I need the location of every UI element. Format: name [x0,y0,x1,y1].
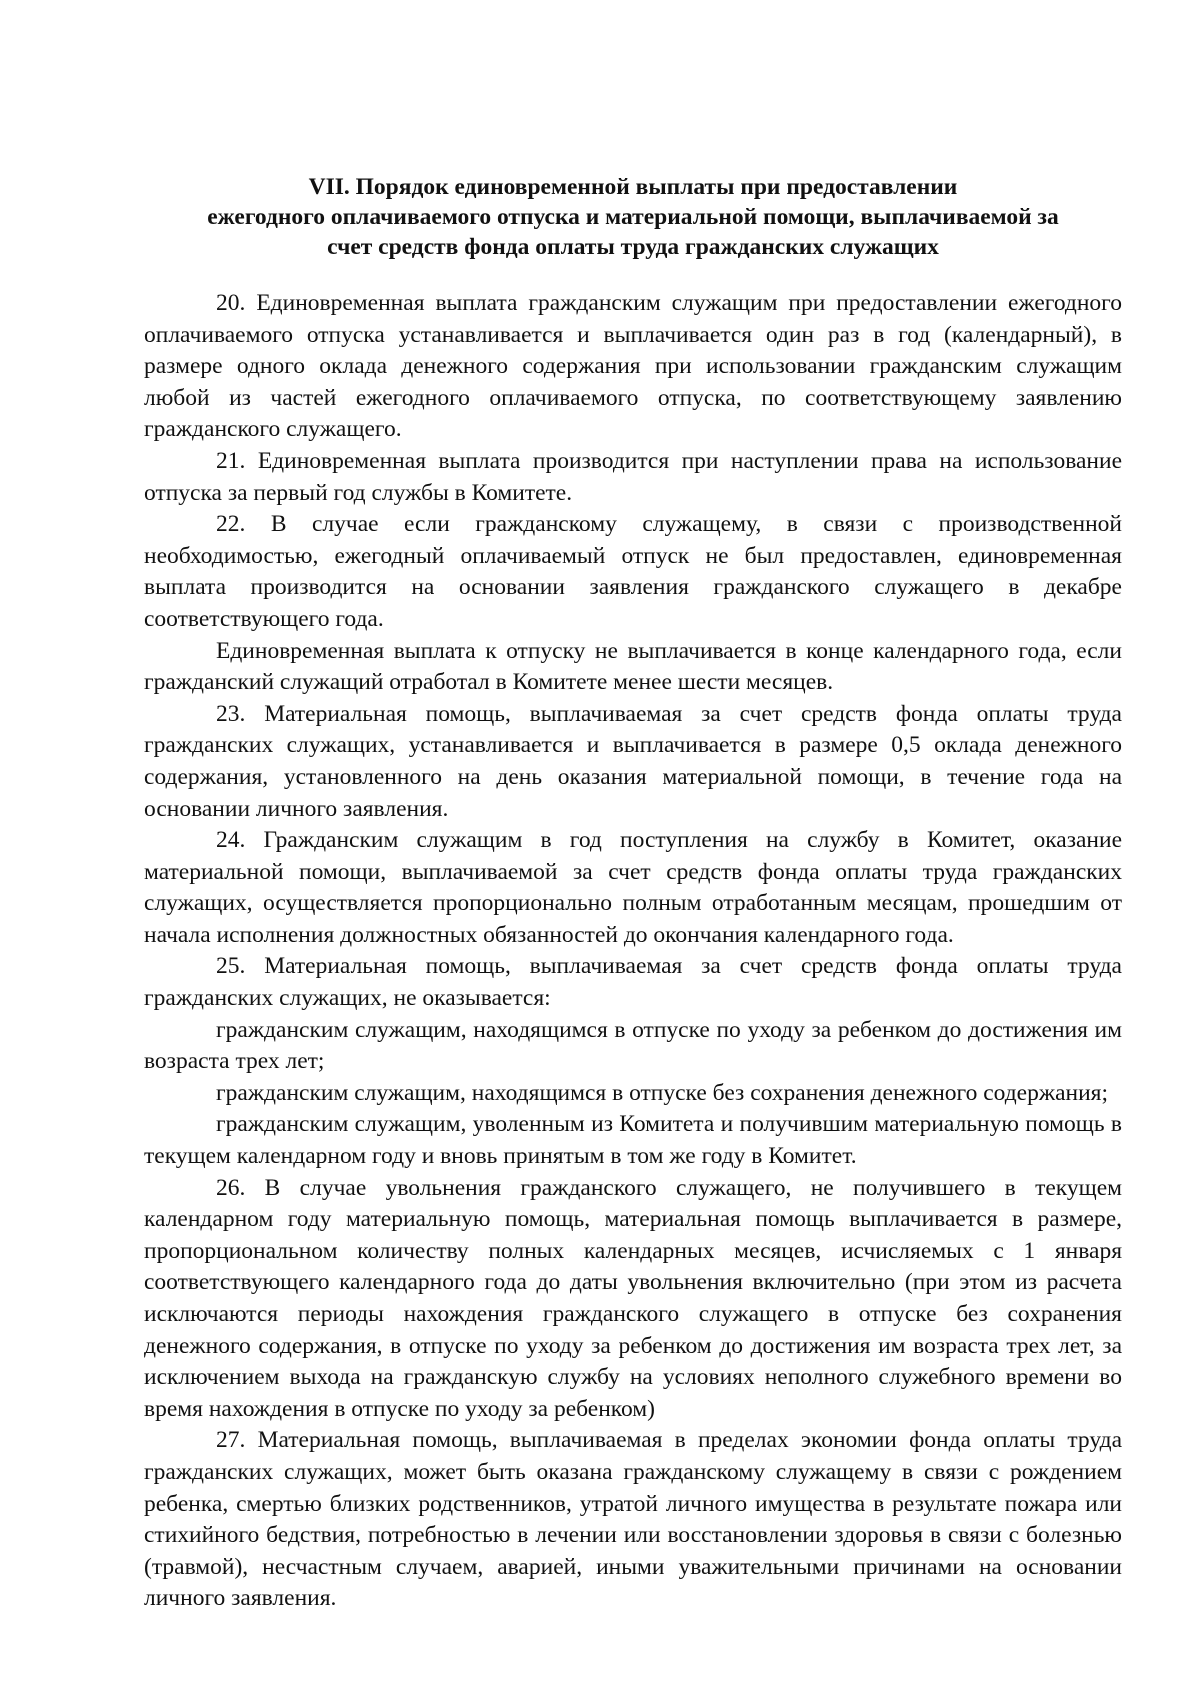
heading-line-1: VII. Порядок единовременной выплаты при предоставлении [308,174,958,200]
paragraph-20: 20. Единовременная выплата гражданским служащим при предоставлении ежегодного оплачиваемого отпуска устанавливается и выплачивается один раз в год (календарный), в размере одного оклада денежного содержания при использовании гражданским служащим любой из частей ежегодного оплачиваемого отпуска, по соответствующему заявлению гражданского служащего. [144,290,1122,443]
paragraph-21: 21. Единовременная выплата производится при наступлении права на использование отпуска за первый год службы в Комитете. [144,447,1122,506]
heading-line-2: ежегодного оплачиваемого отпуска и материальной помощи, выплачиваемой за [207,204,1059,230]
paragraph-25: 25. Материальная помощь, выплачиваемая за счет средств фонда оплаты труда гражданских служащих, не оказывается: [144,953,1122,1012]
paragraph-25-item-3: гражданским служащим, уволенным из Комитета и получившим материальную помощь в текущем календарном году и вновь принятым в том же году в Комитет. [144,1111,1122,1170]
document-page [144,172,1122,1615]
paragraph-22-note: Единовременная выплата к отпуску не выплачивается в конце календарного года, если гражданский служащий отработал в Комитете менее шести месяцев. [144,637,1122,696]
section-heading [144,172,1122,262]
paragraph-23: 23. Материальная помощь, выплачиваемая за счет средств фонда оплаты труда гражданских служащих, устанавливается и выплачивается в размере 0,5 оклада денежного содержания, установленного на день оказания материальной помощи, в течение года на основании личного заявления. [144,700,1122,822]
paragraph-27: 27. Материальная помощь, выплачиваемая в пределах экономии фонда оплаты труда гражданских служащих, может быть оказана гражданскому служащему в связи с рождением ребенка, смертью близких родственников, утратой личного имущества в результате пожара или стихийного бедствия, потребностью в лечении или восстановлении здоровья в связи с болезнью (травмой), несчастным случаем, аварией, иными уважительными причинами на основании личного заявления. [144,1427,1122,1612]
paragraph-25-item-2: гражданским служащим, находящимся в отпуске без сохранения денежного содержания; [216,1079,1109,1106]
paragraph-24: 24. Гражданским служащим в год поступления на службу в Комитет, оказание материальной помощи, выплачиваемой за счет средств фонда оплаты труда гражданских служащих, осуществляется пропорционально полным отработанным месяцам, прошедшим от начала исполнения должностных обязанностей до окончания календарного года. [144,827,1122,948]
paragraph-22: 22. В случае если гражданскому служащему, в связи с производственной необходимостью, ежегодный оплачиваемый отпуск не был предоставлен, единовременная выплата производится на основании заявления гражданского служащего в декабре соответствующего года. [144,511,1122,632]
paragraph-26: 26. В случае увольнения гражданского служащего, не получившего в текущем календарном году материальную помощь, материальная помощь выплачивается в размере, пропорциональном количеству полных календарных месяцев, исчисляемых с 1 января соответствующего календарного года до даты увольнения включительно (при этом из расчета исключаются периоды нахождения гражданского служащего в отпуске без сохранения денежного содержания, в отпуске по уходу за ребенком до достижения им возраста трех лет, за исключением выхода на гражданскую службу на условиях неполного служебного времени во время нахождения в отпуске по уходу за ребенком) [144,1174,1122,1422]
paragraph-25-item-1: гражданским служащим, находящимся в отпуске по уходу за ребенком до достижения им возраста трех лет; [144,1016,1122,1075]
heading-line-3: счет средств фонда оплаты труда гражданских служащих [327,234,939,260]
